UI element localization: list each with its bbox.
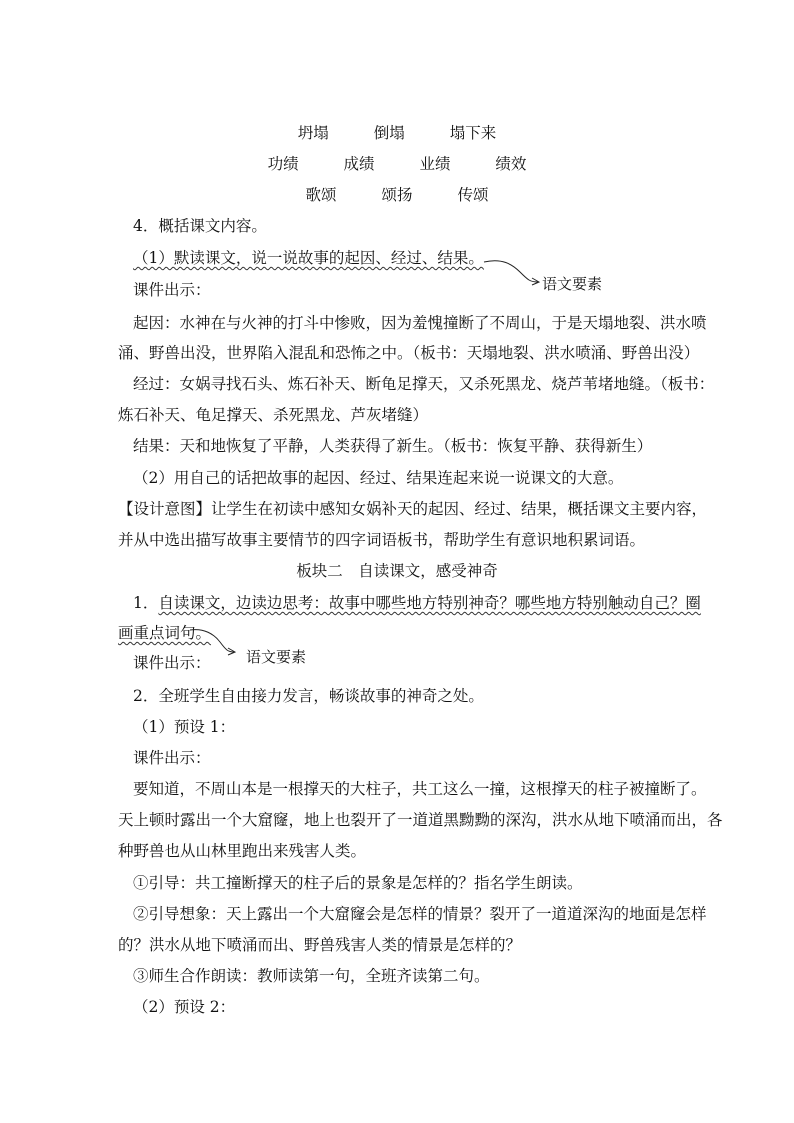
guide-3: ③师生合作朗读：教师读第一句，全班齐读第二句。 [133,967,490,985]
word-group-2 [0,154,794,174]
courseware-label-3: 课件出示： [133,749,211,767]
word: 坍塌 [297,124,329,142]
block2-step1-underlined-2: 画重点词句。 [118,624,212,642]
word: 绩效 [495,155,527,173]
word: 倒塌 [373,124,405,142]
courseware-label-2: 课件出示： [133,654,211,672]
block2-step1-line-1 [133,593,713,613]
step1-text [133,248,713,268]
cause-line-1: 起因：水神在与火神的打斗中惨败，因为羞愧撞断了不周山，于是天塌地裂、洪水喷 [133,314,707,332]
process-line-2: 炼石补天、龟足撑天、杀死黑龙、芦灰堵缝） [118,406,429,424]
step1-underlined: （1）默读课文，说一说故事的起因、经过、结果。 [133,249,484,267]
preset-2: （2）预设 2： [133,998,236,1016]
design-intent-line-1: 【设计意图】让学生在初读中感知女娲补天的起因、经过、结果，概括课文主要内容， [118,500,708,518]
word: 功绩 [267,155,299,173]
block2-step1-underlined-1: 自读课文，边读边思考：故事中哪些地方特别神奇？哪些地方特别触动自己？圈 [158,594,701,612]
annotation-tag-1: 语文要素 [542,275,603,293]
process-line-1: 经过：女娲寻找石头、炼石补天、断龟足撑天，又杀死黑龙、烧芦苇堵地缝。（板书： [133,375,715,393]
word-group-3 [0,185,794,205]
courseware-label-1: 课件出示： [133,281,211,299]
word: 成绩 [343,155,375,173]
section4-heading: 4．概括课文内容。 [133,217,267,235]
word: 业绩 [419,155,451,173]
quote-line-3: 种野兽也从山林里跑出来残害人类。 [118,842,367,860]
step2-text: （2）用自己的话把故事的起因、经过、结果连起来说一说课文的大意。 [133,469,624,487]
word: 塌下来 [449,124,497,142]
design-intent-line-2: 并从中选出描写故事主要情节的四字词语板书，帮助学生有意识地积累词语。 [118,531,646,549]
cause-line-2: 涌、野兽出没，世界陷入混乱和恐怖之中。（板书：天塌地裂、洪水喷涌、野兽出没） [118,344,700,362]
block2-step2: 2．全班学生自由接力发言，畅谈故事的神奇之处。 [133,687,484,705]
word: 颂扬 [381,186,413,204]
word: 传颂 [457,186,489,204]
annotation-tag-2: 语文要素 [246,648,307,666]
block2-title: 板块二 自读课文，感受神奇 [296,562,498,580]
quote-line-2: 天上顿时露出一个大窟窿，地上也裂开了一道道黑黝黝的深沟，洪水从地下喷涌而出，各 [118,811,723,829]
result-line: 结果：天和地恢复了平静，人类获得了新生。（板书：恢复平静、获得新生） [133,437,653,455]
preset-1: （1）预设 1： [133,718,236,736]
guide-1: ①引导：共工撞断撑天的柱子后的景象是怎样的？指名学生朗读。 [133,874,583,892]
guide-2-line-1: ②引导想象：天上露出一个大窟窿会是怎样的情景？裂开了一道道深沟的地面是怎样 [133,905,707,923]
quote-line-1: 要知道，不周山本是一根撑天的大柱子，共工这么一撞，这根撑天的柱子被撞断了。 [133,780,707,798]
word-group-1 [0,123,794,143]
word: 歌颂 [305,186,337,204]
number: 1． [133,594,159,612]
guide-2-line-2: 的？洪水从地下喷涌而出、野兽残害人类的情景是怎样的？ [118,936,522,954]
